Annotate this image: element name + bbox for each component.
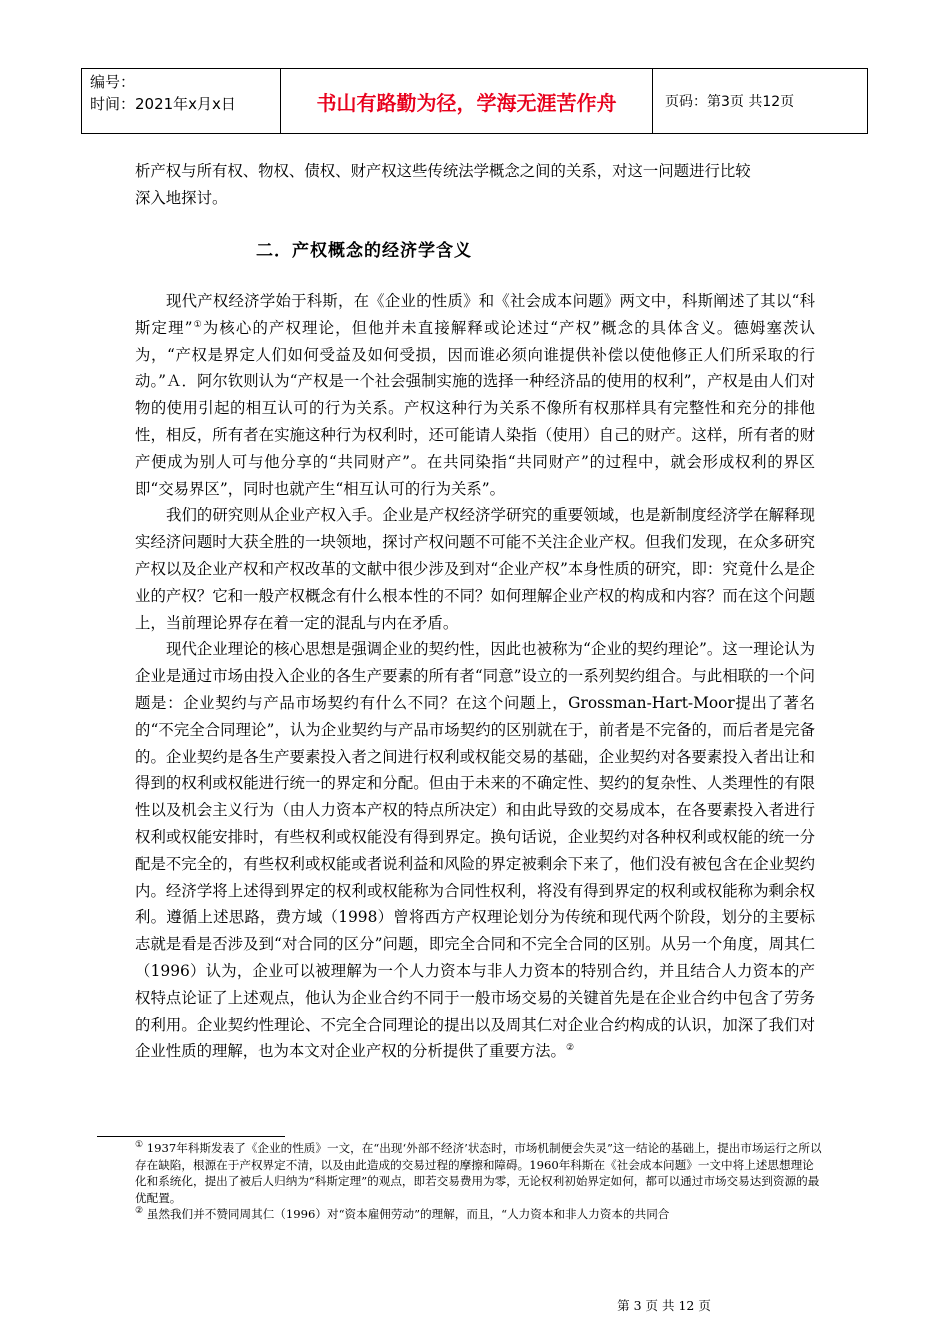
main-body <box>135 288 815 1065</box>
footnote-1-text: 1937年科斯发表了《企业的性质》一文，在“出现‘外部不经济’状态时，市场机制便会失灵”这一结论的基础上，提出市场运行之所以存在缺陷，根源在于产权界定不清，以及由此造成的交易过程的摩擦和障碍。1960年科斯在《社会成本问题》一文中将上述思想理论化和系统化，提出了被后人归纳为“科斯定理”的观点，即若交易费用为零，无论权利初始界定如何，都可以通过市场交易达到资源的最优配置。 <box>135 1141 822 1205</box>
footnote-ref-1[interactable]: ① <box>192 319 203 330</box>
section-title: 二．产权概念的经济学含义 <box>256 241 472 261</box>
intro-line-2: 深入地探讨。 <box>135 188 228 207</box>
footnotes <box>135 1140 825 1223</box>
paragraph-1-text-b: 为核心的产权理论，但他并未直接解释或论述过“产权”概念的具体含义。德姆塞茨认为，“产权是界定人们如何受益及如何受损，因而谁必须向谁提供补偿以使他修正人们所采取的行动。”Ａ．阿尔钦则认为“产权是一个社会强制实施的选择一种经济品的使用的权利”，产权是由人们对物的使用引起的相互认可的行为关系。产权这种行为关系不像所有权那样具有完整性和充分的排他性，相反，所有者在实施这种行为权利时，还可能请人染指（使用）自己的财产。这样，所有者的财产便成为别人可与他分享的“共同财产”。在共同染指“共同财产”的过程中，就会形成权利的界区即“交易界区”，同时也就产生“相互认可的行为关系”。 <box>135 318 815 498</box>
page-number: 第 3 页 共 12 页 <box>617 1298 711 1313</box>
footnote-1 <box>135 1140 825 1206</box>
date-label: 时间：2021年x月x日 <box>90 95 236 113</box>
footnote-1-mark: ① <box>135 1140 144 1151</box>
footnote-2 <box>135 1206 825 1223</box>
footnote-separator <box>97 1136 285 1137</box>
paragraph-3-text: 现代企业理论的核心思想是强调企业的契约性，因此也被称为“企业的契约理论”。这一理论认为企业是通过市场由投入企业的各生产要素的所有者“同意”设立的一系列契约组合。与此相联的一个问题是：企业契约与产品市场契约有什么不同？在这个问题上，Grossman-Hart-Moor提出了著名的“不完全合同理论”，认为企业契约与产品市场契约的区别就在于，前者是不完备的，而后者是完备的。企业契约是各生产要素投入者之间进行权利或权能交易的基础，企业契约对各要素投入者出让和得到的权利或权能进行统一的界定和分配。但由于未来的不确定性、契约的复杂性、人类理性的有限性以及机会主义行为（由人力资本产权的特点所决定）和由此导致的交易成本，在各要素投入者进行权利或权能安排时，有些权利或权能没有得到界定。换句话说，企业契约对各种权利或权能的统一分配是不完全的，有些权利或权能或者说利益和风险的界定被剩余下来了，他们没有被包含在企业契约内。经济学将上述得到界定的权利或权能称为合同性权利，将没有得到界定的权利或权能称为剩余权利。遵循上述思路，费方域（1998）曾将西方产权理论划分为传统和现代两个阶段，划分的主要标志就是看是否涉及到“对合同的区分”问题，即完全合同和不完全合同的区别。从另一个角度，周其仁（1996）认为，企业可以被理解为一个人力资本与非人力资本的特别合约，并且结合人力资本的产权特点论证了上述观点，他认为企业合约不同于一般市场交易的关键首先是在企业合约中包含了劳务的利用。企业契约性理论、不完全合同理论的提出以及周其仁对企业合约构成的认识，加深了我们对企业性质的理解，也为本文对企业产权的分析提供了重要方法。 <box>135 640 815 1061</box>
footnote-2-text: 虽然我们并不赞同周其仁（1996）对“资本雇佣劳动”的理解，而且，“人力资本和非人力资本的共同合 <box>146 1207 670 1222</box>
footnote-ref-2[interactable]: ② <box>565 1043 575 1054</box>
header-left-cell <box>82 69 281 133</box>
paragraph-2: 我们的研究则从企业产权入手。企业是产权经济学研究的重要领域，也是新制度经济学在解释现实经济问题时大获全胜的一块领地，探讨产权问题不可能不关注企业产权。但我们发现，在众多研究产权以及企业产权和产权改革的文献中很少涉及到对“企业产权”本身性质的研究，即：究竟什么是企业的产权？它和一般产权概念有什么根本性的不同？如何理解企业产权的构成和内容？而在这个问题上，当前理论界存在着一定的混乱与内在矛盾。 <box>135 506 815 632</box>
intro-text <box>135 158 815 212</box>
intro-line-1: 析产权与所有权、物权、债权、财产权这些传统法学概念之间的关系，对这一问题进行比较 <box>135 162 751 180</box>
header-page-label: 页码：第3页 共12页 <box>665 94 795 110</box>
paragraph-1 <box>135 288 815 502</box>
page-footer <box>0 1296 950 1314</box>
paragraph-3 <box>135 636 815 1065</box>
paragraph-1-text-a: 现代产权经济学始于科斯，在《企业的性质》和《社会成本问题》两文中，科斯阐述了其以“科斯定理” <box>135 292 815 337</box>
number-label: 编号： <box>90 73 136 91</box>
header-motto: 书山有路勤为径，学海无涯苦作舟 <box>281 69 653 133</box>
footnote-2-mark: ② <box>135 1206 144 1217</box>
header-table <box>81 68 868 134</box>
